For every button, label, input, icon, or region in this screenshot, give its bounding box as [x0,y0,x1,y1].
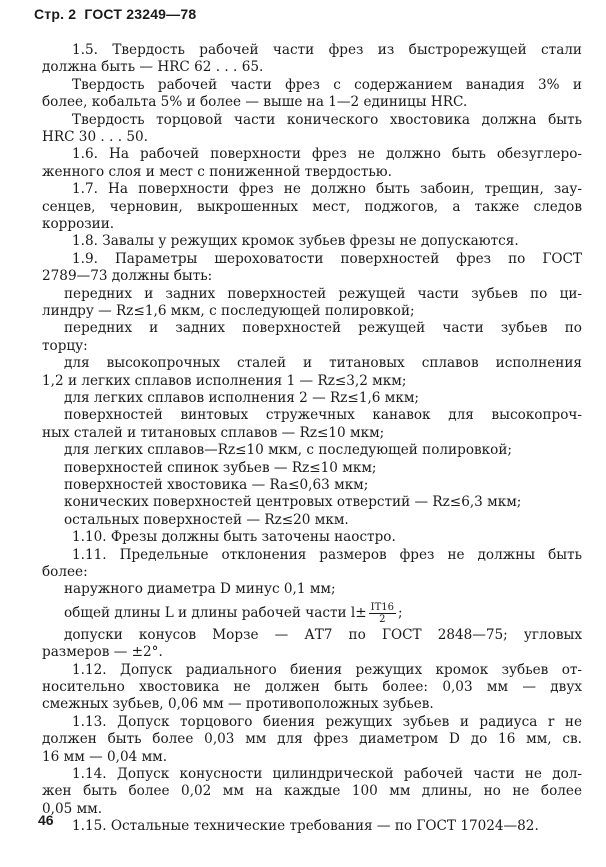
fraction-denominator: 2 [379,613,386,625]
formula-end: ; [398,604,403,621]
text-line: 1.5. Твердость рабочей части фрез из быстрорежущей стали [72,42,582,58]
fraction-numerator: IT16 [370,601,394,613]
formula-line [42,599,582,627]
text-line: женного слоя и мест с пониженной твердостью. [42,163,392,180]
text-line: размеров — ±2°. [42,644,163,661]
text-line: 1.15. Остальные технические требования — по ГОСТ 17024—82. [72,818,539,835]
text-line: 1.12. Допуск радиального биения режущих кромок зубьев от- [72,661,582,678]
text-line: должен быть более 0,03 мм для фрез диаметром D до 16 мм, св. [42,731,582,748]
text-line: 1.8. Завалы у режущих кромок зубьев фрезы не допускаются. [72,233,519,250]
text-line: ных сталей и титановых сплавов — Rz≤10 мкм; [42,424,385,441]
text-line: жен быть более 0,02 мм на каждые 100 мм длины, но не более [42,783,582,800]
text-line: 1.10. Фрезы должны быть заточены наостро. [72,529,396,546]
text-line: линдру — Rz≤1,6 мкм, с последующей полировкой; [42,302,415,319]
text-line: носительно хвостовика не должен быть более: 0,03 мм — двух [42,679,582,695]
text-block-2 [42,627,582,836]
text-line: 1.14. Допуск конусности цилиндрической рабочей части не дол- [72,765,582,782]
text-line: для легких сплавов исполнения 2 — Rz≤1,6 мкм; [64,389,419,406]
text-line: должна быть — HRC 62 . . . 65. [42,59,264,76]
page-number: 46 [38,812,54,828]
formula-text: общей длины L и длины рабочей части l± [64,604,367,621]
text-line: поверхностей хвостовика — Ra≤0,63 мкм; [64,476,369,493]
text-block-1 [42,42,582,599]
text-line: HRC 30 . . . 50. [42,128,148,145]
text-line: 1.7. На поверхности фрез не должно быть забоин, трещин, зау- [72,181,582,198]
text-line: сенцев, черновин, выкрошенных мест, поджогов, а также следов [42,198,582,215]
text-line: конических поверхностей центровых отверстий — Rz≤6,3 мкм; [64,494,522,511]
text-line: 1,2 и легких сплавов исполнения 1 — Rz≤3,2 мкм; [42,372,407,389]
text-line: Твердость торцовой части конического хвостовика должна быть [72,111,582,128]
text-line: для высокопрочных сталей и титановых сплавов исполнения [64,355,582,372]
text-line: смежных зубьев, 0,06 мм — противоположных зубьев. [42,696,434,713]
text-line: торцу: [42,337,88,354]
text-line: коррозии. [42,215,115,232]
text-line: остальных поверхностей — Rz≤20 мкм. [64,511,349,528]
text-line: более, кобальта 5% и более — выше на 1—2 единицы HRC. [42,94,468,111]
text-line: 1.9. Параметры шероховатости поверхностей фрез по ГОСТ [72,250,582,267]
text-line: допуски конусов Морзе — АТ7 по ГОСТ 2848—75; угловых [64,626,582,643]
text-line: Твердость рабочей части фрез с содержанием ванадия 3% и [72,76,582,93]
document-body [42,42,582,836]
text-line: 2789—73 должны быть: [42,268,213,285]
text-line: 1.11. Предельные отклонения размеров фрез не должны быть [72,546,582,563]
page-label: Стр. 2 [34,6,77,22]
text-line: для легких сплавов—Rz≤10 мкм, с последующей полировкой; [64,442,512,459]
text-line: передних и задних поверхностей режущей части зубьев по [64,320,582,337]
text-line: 0,05 мм. [42,800,103,817]
text-line: более: [42,564,88,580]
text-line: наружного диаметра D минус 0,1 мм; [64,581,336,598]
text-line: поверхностей спинок зубьев — Rz≤10 мкм; [64,459,377,476]
text-line: передних и задних поверхностей режущей части зубьев по ци- [64,285,582,302]
text-line: 1.13. Допуск торцового биения режущих зубьев и радиуса r не [72,713,582,730]
text-line: 1.6. На рабочей поверхности фрез не должно быть обезуглеро- [72,146,582,163]
text-line: 16 мм — 0,04 мм. [42,748,168,765]
fraction [369,602,396,625]
text-line: поверхностей винтовых стружечных канавок для высокопроч- [64,407,582,424]
standard-reference: ГОСТ 23249—78 [84,6,197,22]
page-header [34,6,196,22]
